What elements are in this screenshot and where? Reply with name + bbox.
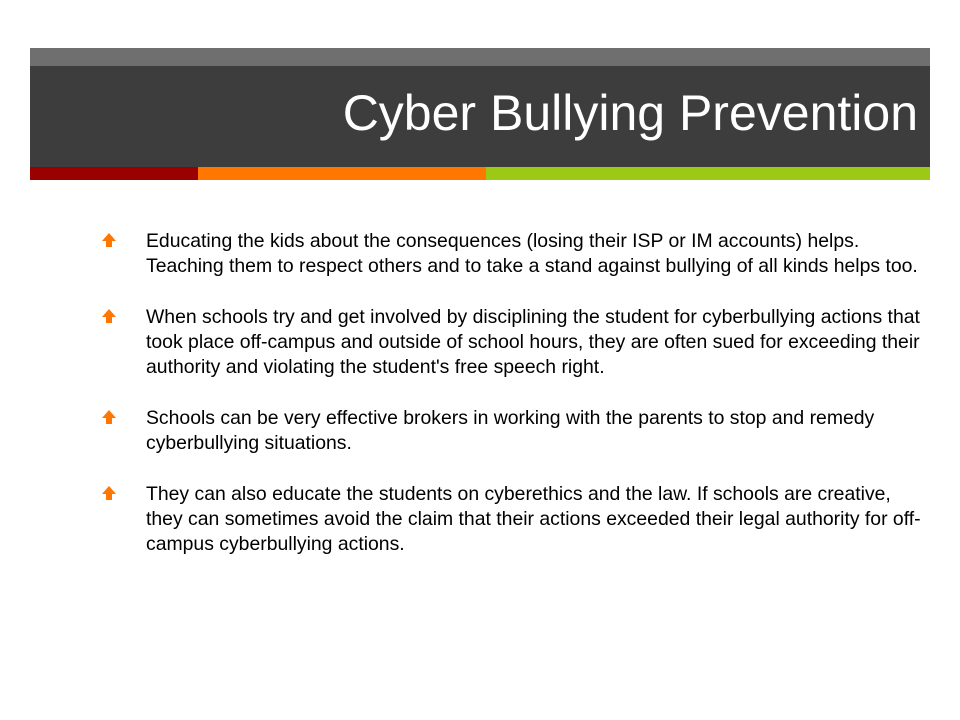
arrow-up-icon (101, 232, 117, 248)
bullet-list (101, 229, 921, 583)
accent-bar-green (486, 167, 930, 180)
accent-bar-red (30, 167, 198, 180)
accent-bar-orange (198, 167, 486, 180)
bullet-item (101, 229, 921, 279)
arrow-up-icon (101, 485, 117, 501)
bullet-item (101, 406, 921, 456)
top-strip (30, 48, 930, 66)
bullet-text: They can also educate the students on cyberethics and the law. If schools are creative, they can sometimes avoid the claim that their actions exceeded their legal authority for off-campus cyberbullying actions. (146, 483, 921, 555)
title-bar (30, 66, 930, 167)
bullet-text: When schools try and get involved by disciplining the student for cyberbullying actions that took place off-campus and outside of school hours, they are often sued for exceeding their authority and violating the student's free speech right. (146, 306, 920, 378)
slide-title: Cyber Bullying Prevention (342, 85, 918, 141)
bullet-item (101, 482, 921, 557)
bullet-item (101, 305, 921, 380)
bullet-text: Educating the kids about the consequences (losing their ISP or IM accounts) helps. Teaching them to respect others and to take a stand against bullying of all kinds helps too. (146, 230, 918, 277)
bullet-text: Schools can be very effective brokers in working with the parents to stop and remedy cyberbullying situations. (146, 407, 875, 454)
arrow-up-icon (101, 308, 117, 324)
arrow-up-icon (101, 409, 117, 425)
